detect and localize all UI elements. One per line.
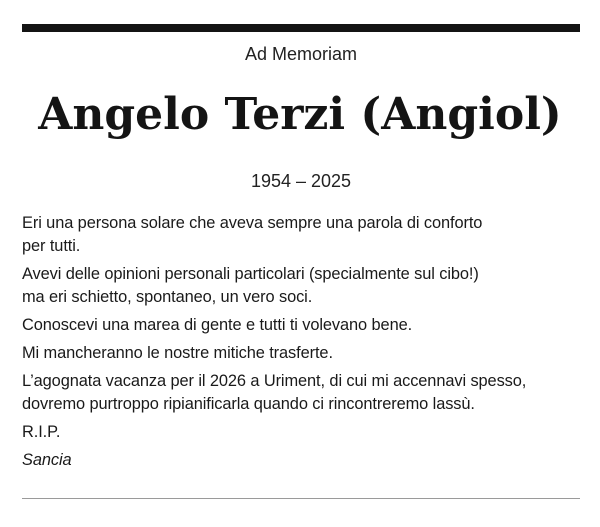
paragraph — [22, 212, 582, 258]
paragraph-line: Eri una persona solare che aveva sempre una parola di conforto — [22, 214, 483, 232]
notice-body — [22, 212, 582, 477]
paragraph — [22, 314, 582, 337]
deceased-name: Angelo Terzi (Angiol) — [38, 89, 562, 140]
bottom-divider — [22, 498, 580, 499]
closing-text: R.I.P. — [22, 423, 61, 441]
paragraph — [22, 263, 582, 309]
paragraph-line: ma eri schietto, spontaneo, un vero soci. — [22, 288, 313, 306]
paragraph-line: L’agognata vacanza per il 2026 a Uriment, di cui mi accennavi spesso, — [22, 372, 527, 390]
paragraph-line: per tutti. — [22, 237, 81, 255]
signature: Sancia — [22, 451, 72, 469]
paragraph — [22, 370, 582, 416]
paragraph-line: Avevi delle opinioni personali particolari (specialmente sul cibo!) — [22, 265, 479, 283]
top-divider — [22, 24, 580, 32]
life-years: 1954 – 2025 — [250, 171, 352, 191]
paragraph — [22, 342, 582, 365]
paragraph-line: Conoscevi una marea di gente e tutti ti volevano bene. — [22, 316, 413, 334]
paragraph-line: Mi mancheranno le nostre mitiche trasferte. — [22, 344, 333, 362]
notice-header: Ad Memoriam — [244, 44, 358, 64]
paragraph-line: dovremo purtroppo ripianificarla quando ci rincontreremo lassù. — [22, 395, 475, 413]
